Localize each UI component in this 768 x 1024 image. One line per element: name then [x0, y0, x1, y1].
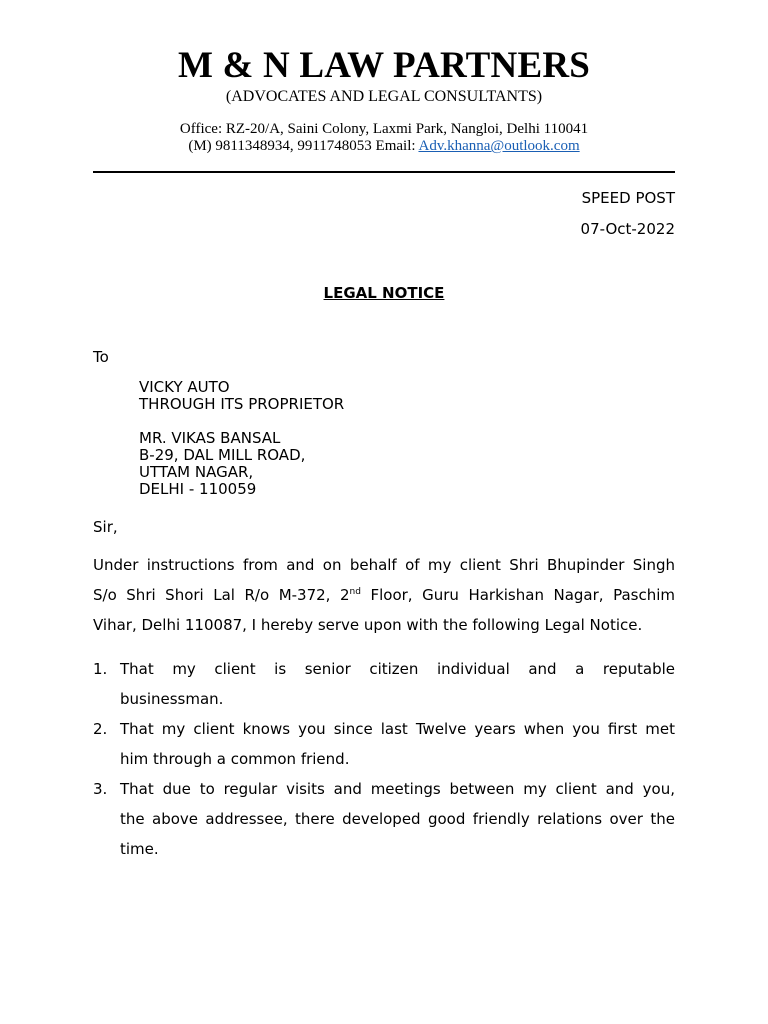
firm-name: M & N LAW PARTNERS [177, 45, 591, 86]
addressee-address [139, 430, 305, 498]
list-line: time. [120, 840, 159, 858]
paragraph-text: Floor, Guru Harkishan Nagar, Paschim [360, 586, 675, 604]
list-line: That due to regular visits and meetings between my client and you, [120, 780, 675, 798]
list-number: 1. [93, 660, 108, 678]
firm-subtitle: (ADVOCATES AND LEGAL CONSULTANTS) [225, 88, 543, 105]
to-label: To [93, 348, 109, 366]
opening-paragraph [93, 550, 675, 640]
paragraph-line: Vihar, Delhi 110087, I hereby serve upon with the following Legal Notice. [93, 616, 643, 634]
addressee-line: UTTAM NAGAR, [139, 463, 254, 481]
notice-title: LEGAL NOTICE [323, 284, 445, 302]
list-line: him through a common friend. [120, 750, 350, 768]
addressee-line: DELHI - 110059 [139, 480, 257, 498]
list-line: That my client knows you since last Twelve years when you first met [120, 720, 675, 738]
delivery-mode: SPEED POST [581, 189, 675, 207]
addressee-line: MR. VIKAS BANSAL [139, 429, 281, 447]
list-line: the above addressee, there developed good friendly relations over the [120, 810, 675, 828]
list-number: 3. [93, 780, 108, 798]
list-item [93, 774, 675, 864]
firm-office-address: Office: RZ-20/A, Saini Colony, Laxmi Park, Nangloi, Delhi 110041 [179, 121, 589, 137]
paragraph-line: Under instructions from and on behalf of my client Shri Bhupinder Singh [93, 556, 675, 574]
addressee-line: THROUGH ITS PROPRIETOR [139, 395, 345, 413]
ordinal-superscript: nd [349, 587, 361, 597]
notice-date: 07-Oct-2022 [580, 220, 675, 238]
list-item [93, 654, 675, 714]
paragraph-text: S/o Shri Shori Lal R/o M-372, 2 [93, 586, 350, 604]
firm-contact [0, 137, 768, 155]
list-line: That my client is senior citizen individual and a reputable [120, 660, 675, 678]
paragraph-line [93, 580, 675, 610]
header-divider [93, 171, 675, 173]
list-line: businessman. [120, 690, 224, 708]
salutation: Sir, [93, 518, 118, 536]
addressee-line: VICKY AUTO [139, 378, 230, 396]
email-link[interactable]: Adv.khanna@outlook.com [418, 138, 580, 154]
list-item [93, 714, 675, 774]
firm-phone-numbers: (M) 9811348934, 9911748053 Email: [188, 138, 419, 154]
addressee-line: B-29, DAL MILL ROAD, [139, 446, 306, 464]
list-number: 2. [93, 720, 108, 738]
notice-points-list [93, 654, 675, 864]
addressee-business [139, 379, 344, 413]
